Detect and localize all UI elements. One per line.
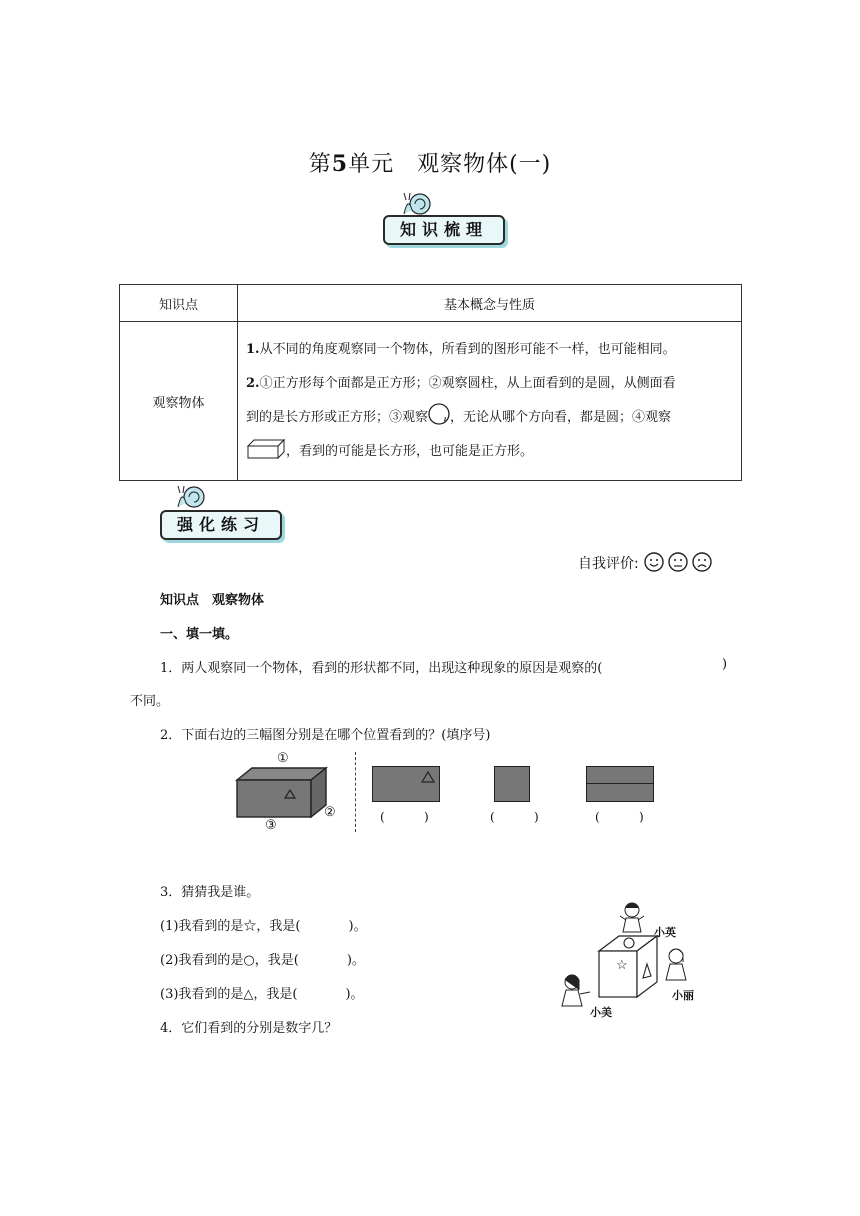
question-3-text: 3．猜猜我是谁。 [160, 885, 260, 900]
self-evaluation-faces [643, 551, 715, 573]
answer-paren-b-close: ) [534, 810, 539, 824]
concept-line-4: ，看到的可能是长方形，也可能是正方形。 [246, 435, 733, 469]
self-evaluation-label: 自我评价: [578, 556, 639, 572]
table-topic-cell: 观察物体 [120, 322, 238, 481]
view-c-shape [586, 766, 654, 802]
view-label-2: ② [324, 805, 336, 820]
star-symbol: ☆ [616, 958, 628, 973]
concept-line-2: 2.①正方形每个面都是正方形；②观察圆柱，从上面看到的是圆，从侧面看 [246, 376, 676, 391]
view-label-1: ① [277, 751, 289, 766]
label-xiaoying: 小英 [654, 926, 676, 939]
cuboid-figure [230, 752, 360, 837]
table-header-topic: 知识点 [120, 285, 238, 322]
sphere-icon [428, 403, 450, 425]
question-3-item-1: (1)我看到的是☆，我是( )。 [160, 919, 367, 934]
answer-paren-a-open: ( [380, 810, 385, 824]
part-one-heading: 一、填一填。 [160, 627, 239, 642]
view-c-divider [587, 783, 653, 784]
question-4-text: 4．它们看到的分别是数字几？ [160, 1021, 338, 1036]
table-concept-cell [238, 322, 742, 481]
banner-practice: 强化练习 [160, 510, 282, 540]
neutral-face-icon [669, 553, 687, 571]
question-1-line-2: 不同。 [130, 694, 170, 709]
answer-paren-a-close: ) [424, 810, 429, 824]
answer-paren-c-open: ( [595, 810, 600, 824]
question-3-item-3: (3)我看到的是△，我是( )。 [160, 987, 364, 1002]
answer-paren-c-close: ) [639, 810, 644, 824]
question-1-blank-close: ) [722, 657, 728, 672]
view-label-3: ③ [265, 818, 277, 833]
question-3-item-2: (2)我看到的是○，我是( )。 [160, 953, 365, 968]
concept-line-1: 1.从不同的角度观察同一个物体，所看到的图形可能不一样，也可能相同。 [246, 342, 676, 357]
question-3-figure [552, 896, 712, 1021]
knowledge-point-heading: 知识点 观察物体 [160, 593, 265, 608]
dashed-divider [355, 752, 356, 832]
self-evaluation [578, 551, 715, 573]
table-header-concept: 基本概念与性质 [238, 285, 742, 322]
page-title: 第5单元 观察物体(一) [308, 151, 552, 177]
banner-knowledge-summary: 知识梳理 [383, 215, 505, 245]
knowledge-table [119, 284, 742, 481]
answer-paren-b-open: ( [490, 810, 495, 824]
triangle-icon [421, 771, 435, 783]
sad-face-icon [693, 553, 711, 571]
concept-line-3: 到的是长方形或正方形；③观察 ，无论从哪个方向看，都是圆；④观察 [246, 401, 733, 435]
label-xiaomei: 小美 [590, 1006, 612, 1019]
snail-icon [174, 483, 206, 509]
question-2-figure [230, 752, 670, 837]
snail-decoration-top [400, 190, 432, 216]
label-xiaoli: 小丽 [672, 989, 694, 1002]
view-b-shape [494, 766, 530, 802]
cuboid-icon [246, 438, 286, 460]
snail-icon [400, 190, 432, 216]
smile-face-icon [645, 553, 663, 571]
snail-decoration-bottom [174, 483, 206, 509]
question-1-line-1: 1．两人观察同一个物体，看到的形状都不同，出现这种现象的原因是观察的( [160, 661, 603, 676]
question-2-text: 2．下面右边的三幅图分别是在哪个位置看到的？(填序号) [160, 728, 491, 743]
